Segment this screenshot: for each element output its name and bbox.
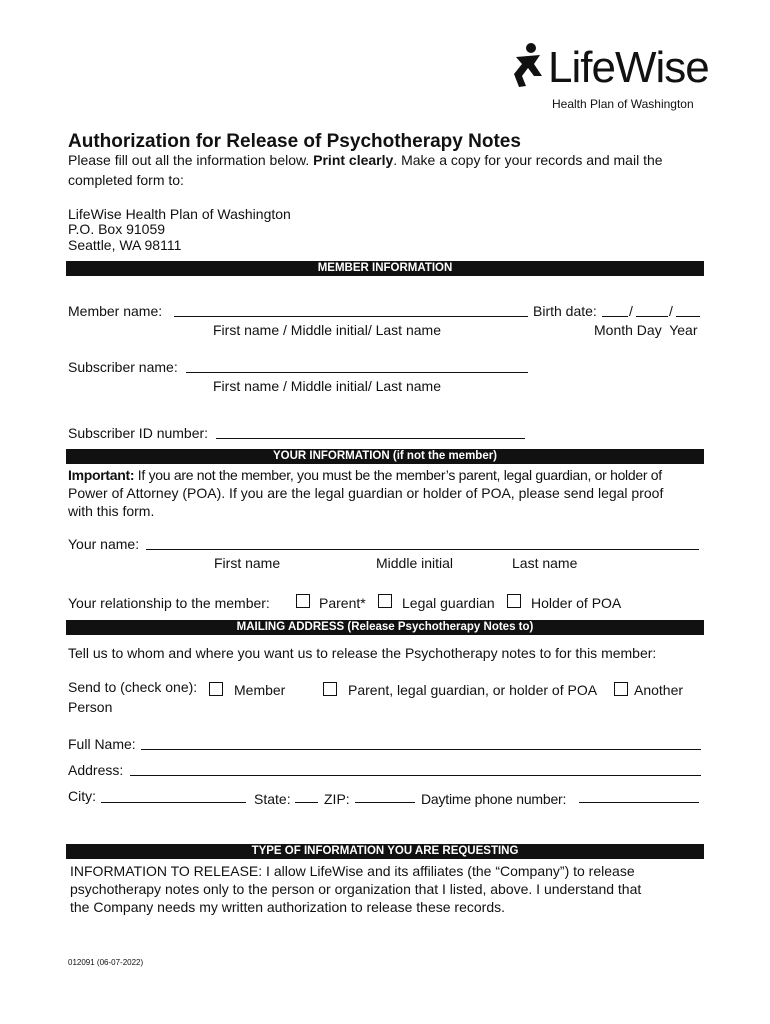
full-name-label: Full Name: <box>68 736 136 752</box>
type-section-heading: TYPE OF INFORMATION YOU ARE REQUESTING <box>66 844 704 859</box>
member-section-heading: MEMBER INFORMATION <box>66 261 704 276</box>
intro-line-1 <box>68 152 663 169</box>
phone-field[interactable] <box>579 802 699 803</box>
important-note <box>68 466 708 520</box>
release-line-1: INFORMATION TO RELEASE: I allow LifeWise and its affiliates (the “Company”) to release <box>70 863 635 879</box>
member-name-label: Member name: <box>68 303 163 319</box>
subscriber-id-label: Subscriber ID number: <box>68 425 209 441</box>
send-to-parent-label: Parent, legal guardian, or holder of POA <box>348 682 598 698</box>
release-line-2: psychotherapy notes only to the person or organization that I listed, above. I understand that <box>70 881 642 897</box>
mail-address-line-2: P.O. Box 91059 <box>68 221 166 237</box>
mail-address-line-1: LifeWise Health Plan of Washington <box>68 206 291 222</box>
release-statement <box>70 862 710 916</box>
send-to-label: Send to (check one): <box>68 679 198 695</box>
zip-field[interactable] <box>355 802 415 803</box>
intro-text-a: Please fill out all the information below. <box>68 152 314 168</box>
release-line-3: the Company needs my written authorization to release these records. <box>70 899 506 915</box>
phone-label: Daytime phone number: <box>421 791 567 807</box>
mailing-intro: Tell us to whom and where you want us to release the Psychotherapy notes to for this member: <box>68 645 657 661</box>
mailing-section-heading: MAILING ADDRESS (Release Psychotherapy Notes to) <box>66 620 704 635</box>
send-to-another-checkbox[interactable] <box>614 682 628 696</box>
birth-date-label: Birth date: <box>533 303 597 319</box>
legal-guardian-checkbox[interactable] <box>378 594 392 608</box>
important-line-2: Power of Attorney (POA). If you are the legal guardian or holder of POA, please send legal proof <box>68 485 664 501</box>
parent-checkbox[interactable] <box>296 594 310 608</box>
page-title: Authorization for Release of Psychotherapy Notes <box>68 131 521 152</box>
person-figure-icon <box>512 42 546 90</box>
holder-of-poa-option-label: Holder of POA <box>531 595 622 611</box>
mail-address-line-3: Seattle, WA 98111 <box>68 237 182 253</box>
important-label: Important: <box>68 467 135 483</box>
relationship-label: Your relationship to the member: <box>68 595 270 611</box>
subscriber-name-field[interactable] <box>186 372 528 373</box>
intro-text-b: . Make a copy for your records and mail the <box>393 152 663 168</box>
legal-guardian-option-label: Legal guardian <box>402 595 495 611</box>
member-name-hint: First name / Middle initial/ Last name <box>213 322 441 338</box>
your-name-field[interactable] <box>146 549 699 550</box>
send-to-another-label: Another <box>634 682 684 698</box>
address-label: Address: <box>68 762 124 778</box>
zip-label: ZIP: <box>324 791 350 807</box>
middle-initial-hint: Middle initial <box>376 555 454 571</box>
your-name-label: Your name: <box>68 536 140 552</box>
city-label: City: <box>68 788 96 804</box>
important-line-3: with this form. <box>68 503 155 519</box>
birth-month-field[interactable] <box>602 316 628 317</box>
important-line-1: If you are not the member, you must be the member’s parent, legal guardian, or holder of <box>134 467 662 483</box>
intro-line-2: completed form to: <box>68 172 184 188</box>
city-field[interactable] <box>101 802 246 803</box>
address-field[interactable] <box>130 775 701 776</box>
first-name-hint: First name <box>214 555 281 571</box>
last-name-hint: Last name <box>512 555 578 571</box>
birth-day-field[interactable] <box>636 316 668 317</box>
birth-year-field[interactable] <box>676 316 700 317</box>
subscriber-name-label: Subscriber name: <box>68 359 178 375</box>
subscriber-name-hint: First name / Middle initial/ Last name <box>213 378 441 394</box>
send-to-parent-checkbox[interactable] <box>323 682 337 696</box>
birth-date-hint: Month Day Year <box>594 322 698 338</box>
holder-of-poa-checkbox[interactable] <box>507 594 521 608</box>
state-label: State: <box>254 791 291 807</box>
logo <box>512 38 708 114</box>
member-name-field[interactable] <box>174 316 528 317</box>
subscriber-id-field[interactable] <box>216 438 525 439</box>
logo-tagline: Health Plan of Washington <box>552 97 694 111</box>
birth-slash-2: / <box>669 303 673 319</box>
full-name-field[interactable] <box>141 749 701 750</box>
logo-wordmark: LifeWise <box>548 43 709 92</box>
state-field[interactable] <box>295 802 318 803</box>
form-code: 012091 (06-07-2022) <box>68 958 144 967</box>
send-to-member-label: Member <box>234 682 286 698</box>
parent-option-label: Parent* <box>319 595 366 611</box>
send-to-member-checkbox[interactable] <box>209 682 223 696</box>
send-to-another-label-cont: Person <box>68 699 113 715</box>
intro-bold: Print clearly <box>313 152 394 168</box>
your-info-section-heading: YOUR INFORMATION (if not the member) <box>66 449 704 464</box>
birth-slash-1: / <box>629 303 633 319</box>
